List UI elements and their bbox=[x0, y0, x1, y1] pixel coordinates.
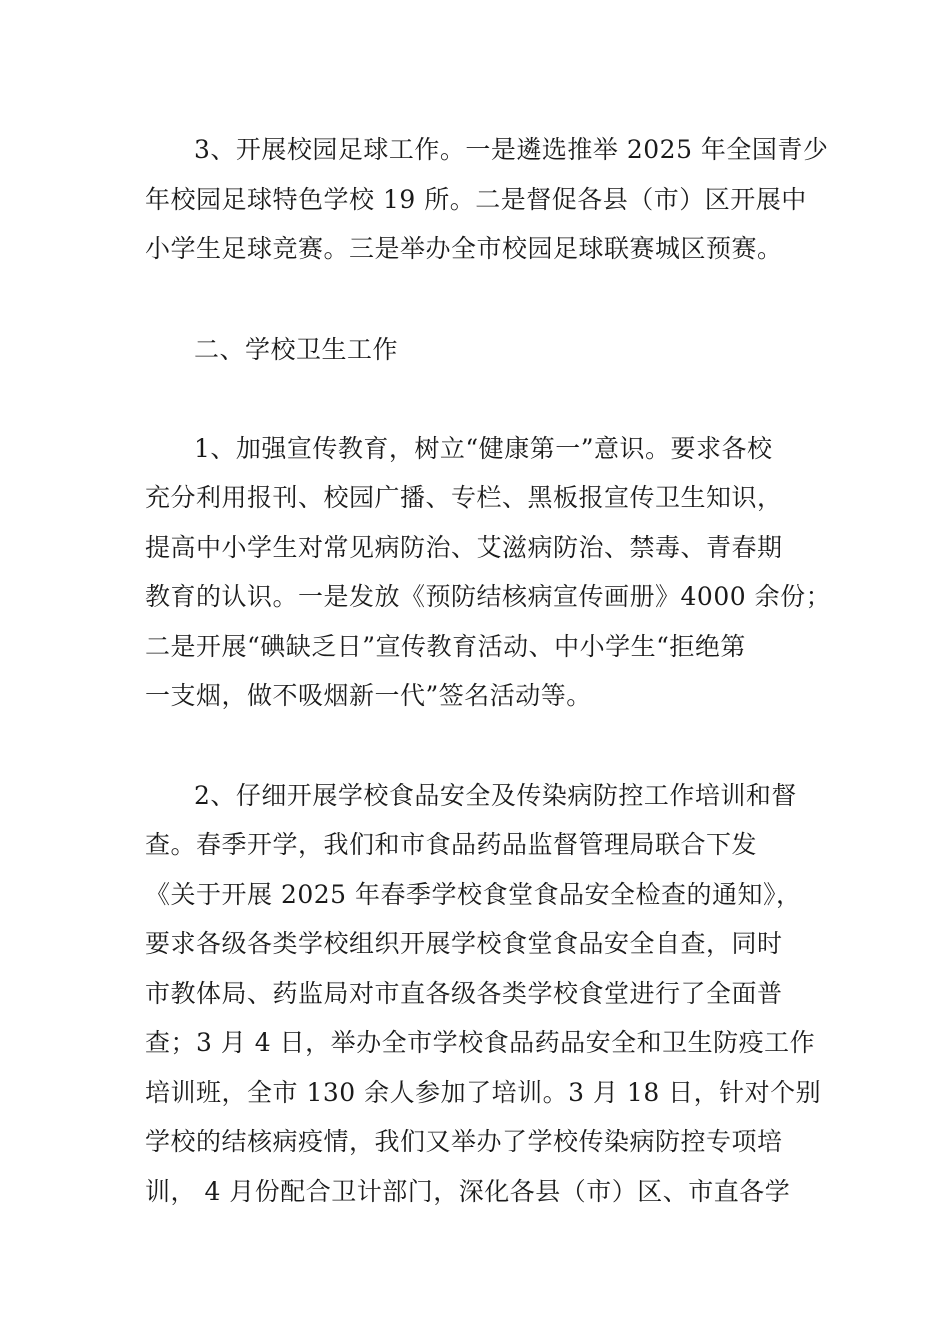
paragraph-3-line-9: 训， 4 月份配合卫计部门，深化各县（市）区、市直各学 bbox=[145, 1177, 791, 1206]
paragraph-2-line-6: 一支烟，做不吸烟新一代”签名活动等。 bbox=[145, 681, 592, 710]
paragraph-1-line-1: 3、开展校园足球工作。一是遴选推举 2025 年全国青少 bbox=[194, 135, 829, 164]
paragraph-2-line-2: 充分利用报刊、校园广播、专栏、黑板报宣传卫生知识， bbox=[145, 483, 783, 512]
paragraph-3-line-7: 培训班，全市 130 余人参加了培训。3 月 18 日，针对个别 bbox=[145, 1078, 822, 1107]
paragraph-2-line-5: 二是开展“碘缺乏日”宣传教育活动、中小学生“拒绝第 bbox=[145, 632, 746, 661]
paragraph-3-line-6: 查；3 月 4 日，举办全市学校食品药品安全和卫生防疫工作 bbox=[145, 1028, 816, 1057]
paragraph-2-line-1: 1、加强宣传教育，树立“健康第一”意识。要求各校 bbox=[194, 434, 773, 463]
paragraph-3-line-5: 市教体局、药监局对市直各级各类学校食堂进行了全面普 bbox=[145, 979, 783, 1008]
paragraph-3-line-1: 2、仔细开展学校食品安全及传染病防控工作培训和督 bbox=[194, 781, 797, 810]
paragraph-2-line-4: 教育的认识。一是发放《预防结核病宣传画册》4000 余份； bbox=[145, 582, 832, 611]
paragraph-3-line-2: 查。春季开学，我们和市食品药品监督管理局联合下发 bbox=[145, 830, 758, 859]
paragraph-1-line-3: 小学生足球竞赛。三是举办全市校园足球联赛城区预赛。 bbox=[145, 234, 783, 263]
paragraph-1-line-2: 年校园足球特色学校 19 所。二是督促各县（市）区开展中 bbox=[145, 185, 807, 214]
section-heading: 二、学校卫生工作 bbox=[194, 335, 399, 364]
paragraph-3-line-4: 要求各级各类学校组织开展学校食堂食品安全自查，同时 bbox=[145, 929, 783, 958]
paragraph-3-line-8: 学校的结核病疫情，我们又举办了学校传染病防控专项培 bbox=[145, 1127, 783, 1156]
paragraph-3-line-3: 《关于开展 2025 年春季学校食堂食品安全检查的通知》， bbox=[145, 880, 802, 909]
paragraph-2-line-3: 提高中小学生对常见病防治、艾滋病防治、禁毒、青春期 bbox=[145, 533, 783, 562]
